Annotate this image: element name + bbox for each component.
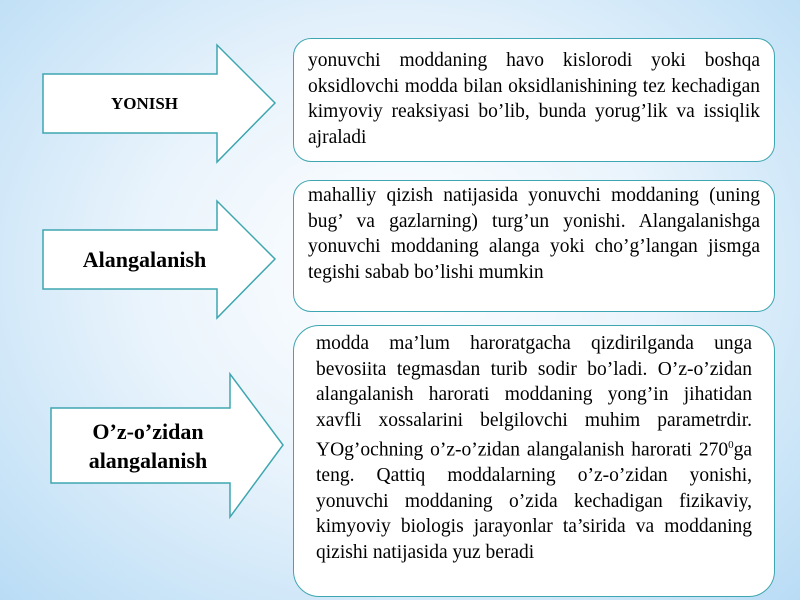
arrow-yonish — [42, 44, 277, 164]
term-alangalanish: Alangalanish — [82, 246, 207, 272]
term-yonish: YONISH — [110, 93, 179, 113]
definition-yonish-text: yonuvchi moddaning havo kislorodi yoki boshqa oksidlovchi modda bilan oksidlanishining tez kechadigan kimyoviy reaksiyasi bo’lib, bunda yorug’lik va issiqlik ajraladi — [308, 50, 760, 148]
definition-yonish — [293, 38, 775, 162]
definition-oz-ozidan-text-1: modda ma’lum haroratgacha qizdirilganda unga bevosiita tegmasdan turib sodir bo’ladi. O’z-o’zidan alangalanish harorati moddaning yong’in jihatidan xavfli xossalarini belgilovchi muhim parametrdir. YOg’ochning o’z-o’zidan alangalanish harorati 270 — [316, 333, 752, 461]
definition-oz-ozidan-text-2: ga teng. Qattiq moddalarning o’z-o’zidan yonishi, yonuvchi moddaning o’zida kechadigan fizikaviy, kimyoviy biologis jarayonlar ta’sirida va moddaning qizishi natijasida yuz beradi — [316, 439, 752, 563]
definition-alangalanish-text: mahalliy qizish natijasida yonuvchi moddaning (uning bug’ va gazlarning) turg’un yonishi. Alangalanishga yonuvchi moddaning alanga yoki cho’g’langan jismga tegishi sabab bo’lishi mumkin — [308, 185, 760, 283]
definition-oz-ozidan — [293, 325, 775, 597]
degree-superscript: 0 — [728, 439, 734, 451]
definition-alangalanish — [293, 180, 775, 312]
arrow-alangalanish — [42, 200, 277, 320]
term-oz-ozidan: O’z-o’zidan alangalanish — [88, 418, 208, 473]
arrow-oz-ozidan — [50, 373, 285, 518]
